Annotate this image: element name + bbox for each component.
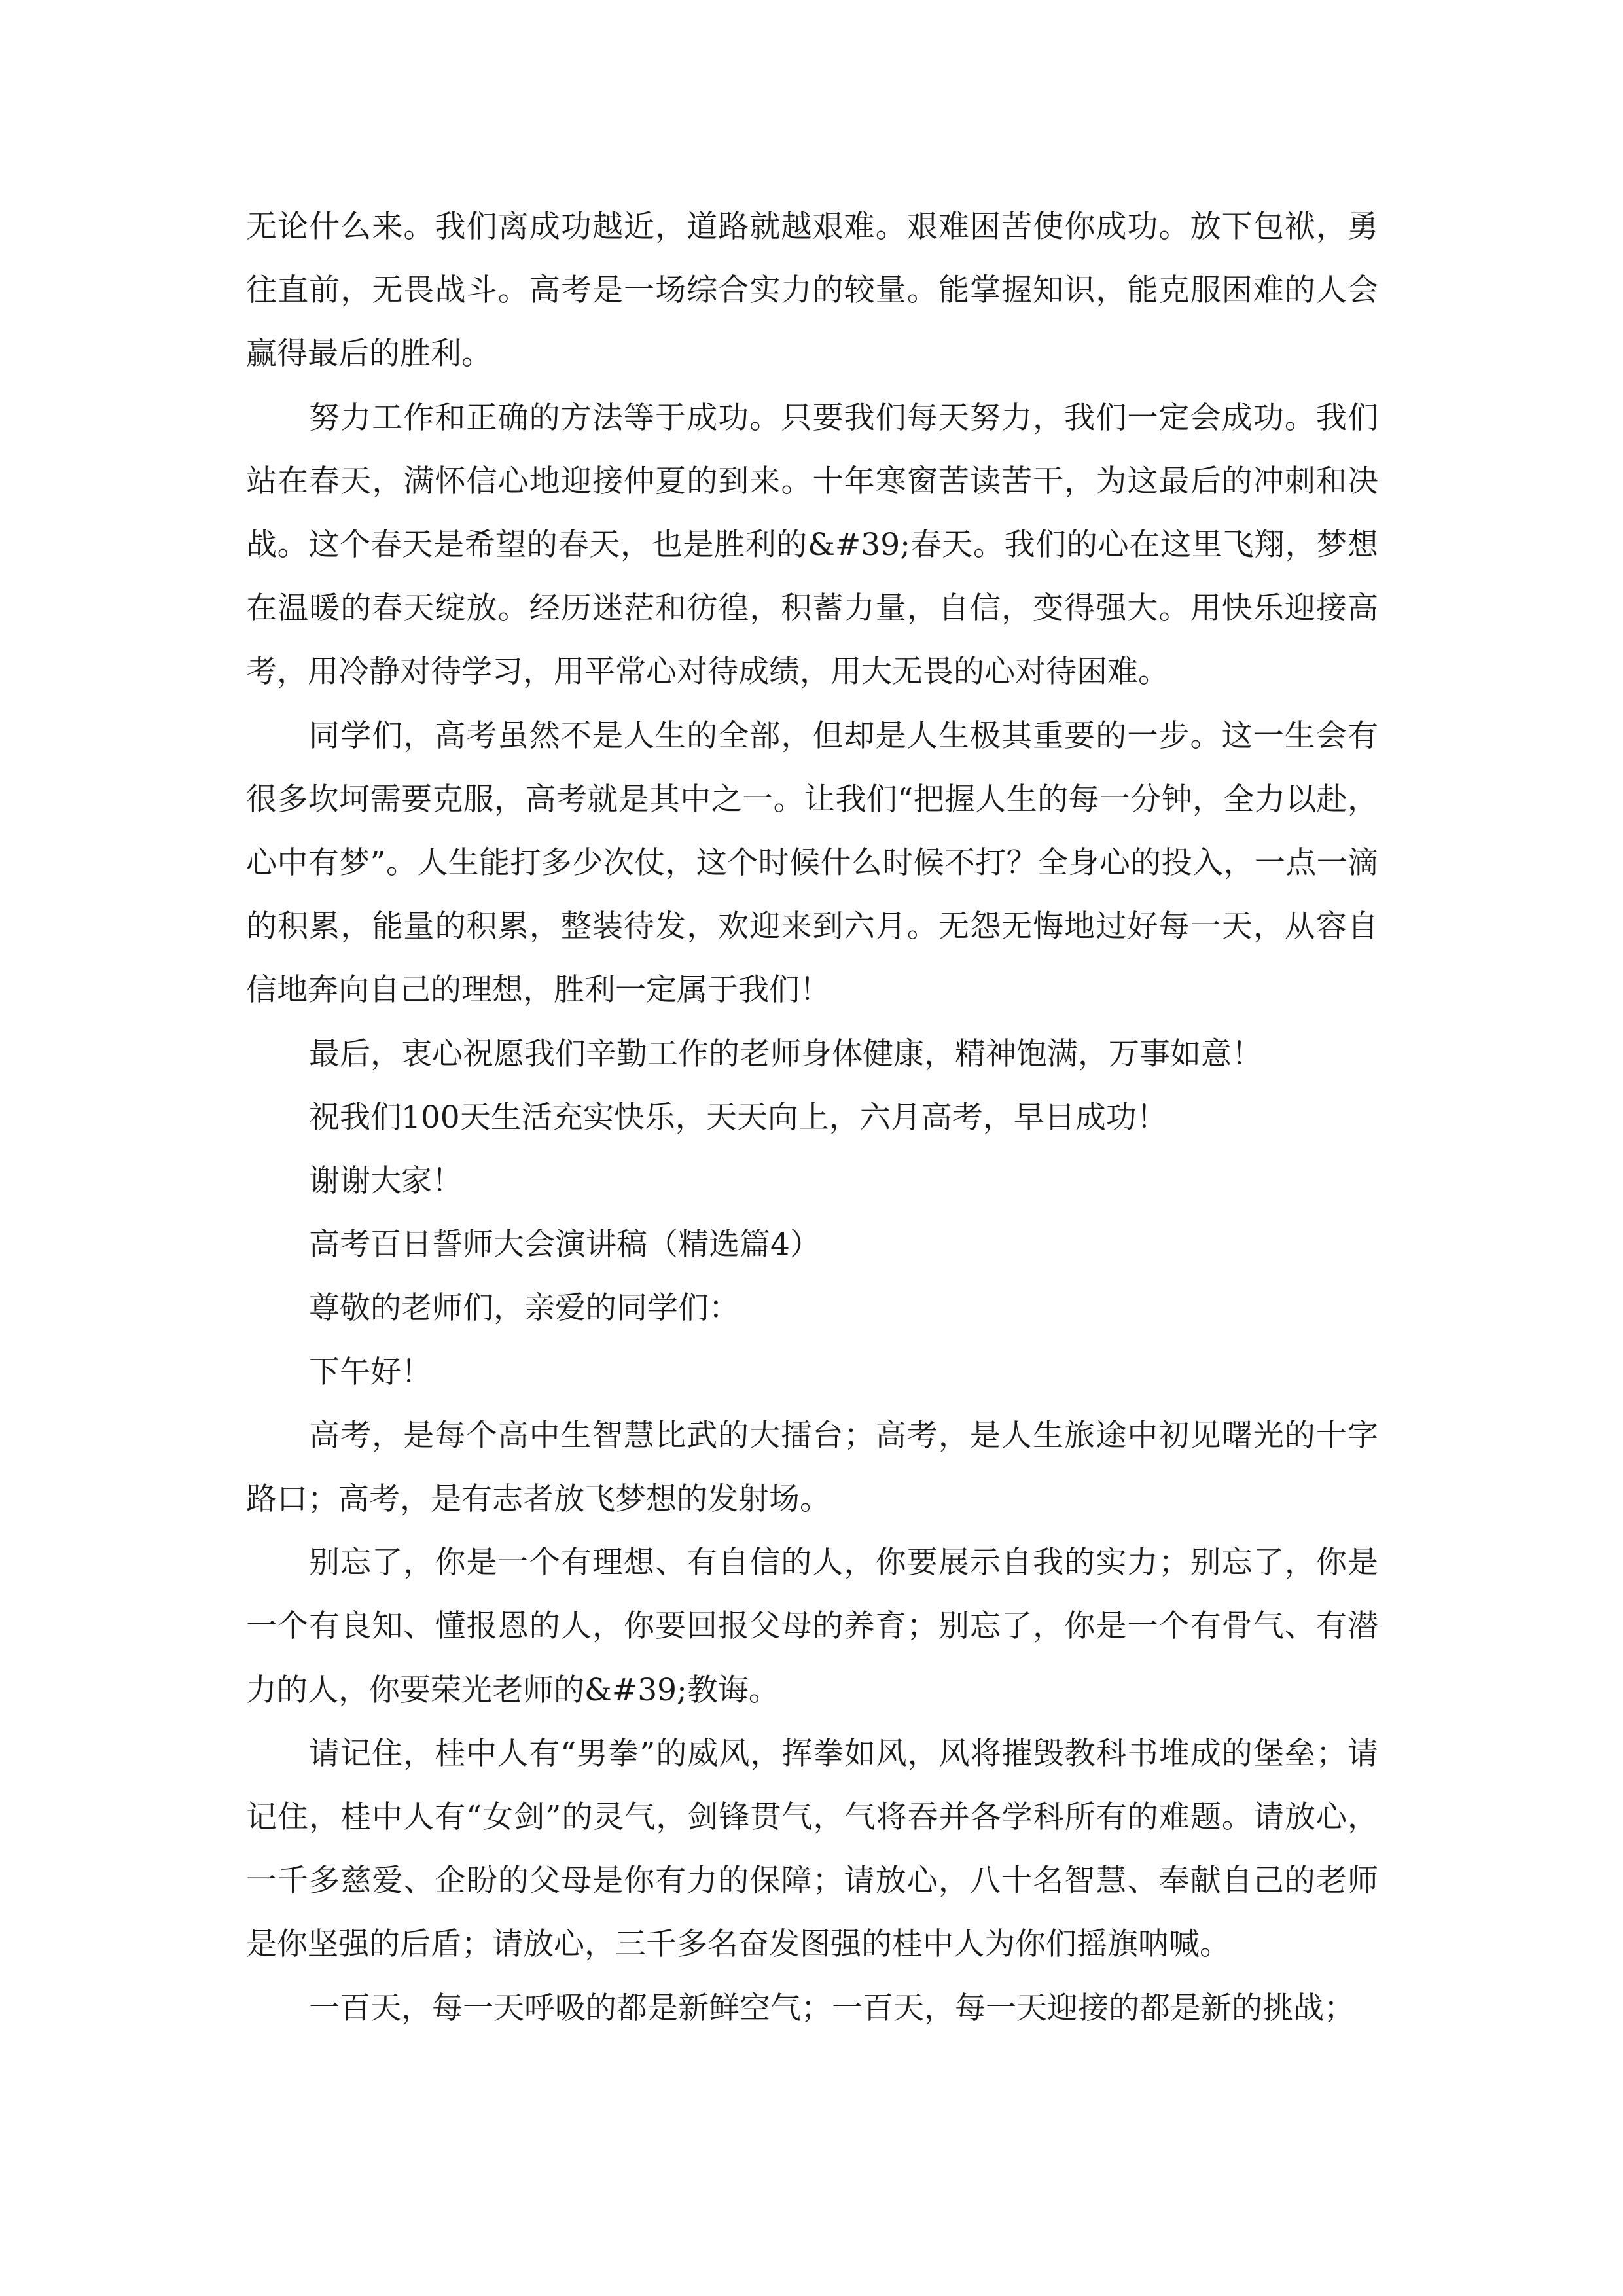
paragraph: 努力工作和正确的方法等于成功。只要我们每天努力，我们一定会成功。我们站在春天，满怀信心地迎接仲夏的到来。十年寒窗苦读苦干，为这最后的冲刺和决战。这个春天是希望的春天，也是胜利的&#39;春天。我们的心在这里飞翔，梦想在温暖的春天绽放。经历迷茫和彷徨，积蓄力量，自信，变得强大。用快乐迎接高考，用冷静对待学习，用平常心对待成绩，用大无畏的心对待困难。 [246, 399, 1378, 691]
paragraph: 无论什么来。我们离成功越近，道路就越艰难。艰难困苦使你成功。放下包袱，勇往直前，无畏战斗。高考是一场综合实力的较量。能掌握知识，能克服困难的人会赢得最后的胜利。 [246, 209, 1378, 372]
paragraph: 请记住，桂中人有“男拳”的威风，挥拳如风，风将摧毁教科书堆成的堡垒；请记住，桂中人有“女剑”的灵气，剑锋贯气，气将吞并各学科所有的难题。请放心，一千多慈爱、企盼的父母是你有力的保障；请放心，八十名智慧、奉献自己的老师是你坚强的后盾；请放心，三千多名奋发图强的桂中人为你们摇旗呐喊。 [246, 1735, 1378, 1963]
greeting: 下午好！ [309, 1354, 432, 1390]
paragraph: 高考，是每个高中生智慧比武的大擂台；高考，是人生旅途中初见曙光的十字路口；高考，是有志者放飞梦想的发射场。 [246, 1417, 1378, 1518]
paragraph: 一百天，每一天呼吸的都是新鲜空气；一百天，每一天迎接的都是新的挑战； [309, 1990, 1355, 2026]
salutation: 尊敬的老师们，亲爱的同学们： [309, 1290, 740, 1327]
paragraph: 祝我们100天生活充实快乐，天天向上，六月高考，早日成功！ [309, 1099, 1168, 1136]
paragraph: 最后，衷心祝愿我们辛勤工作的老师身体健康，精神饱满，万事如意！ [309, 1035, 1262, 1072]
paragraph: 谢谢大家！ [309, 1163, 463, 1200]
paragraph: 同学们，高考虽然不是人生的全部，但却是人生极其重要的一步。这一生会有很多坎坷需要克服，高考就是其中之一。让我们“把握人生的每一分钟，全力以赴，心中有梦”。人生能打多少次仗，这个时候什么时候不打？全身心的投入，一点一滴的积累，能量的积累，整装待发，欢迎来到六月。无怨无悔地过好每一天，从容自信地奔向自己的理想，胜利一定属于我们！ [246, 717, 1378, 1009]
section-heading: 高考百日誓师大会演讲稿（精选篇4） [309, 1227, 821, 1263]
paragraph: 别忘了，你是一个有理想、有自信的人，你要展示自我的实力；别忘了，你是一个有良知、懂报恩的人，你要回报父母的养育；别忘了，你是一个有骨气、有潜力的人，你要荣光老师的&#39;教诲。 [246, 1545, 1378, 1708]
document-body [246, 195, 1378, 2040]
